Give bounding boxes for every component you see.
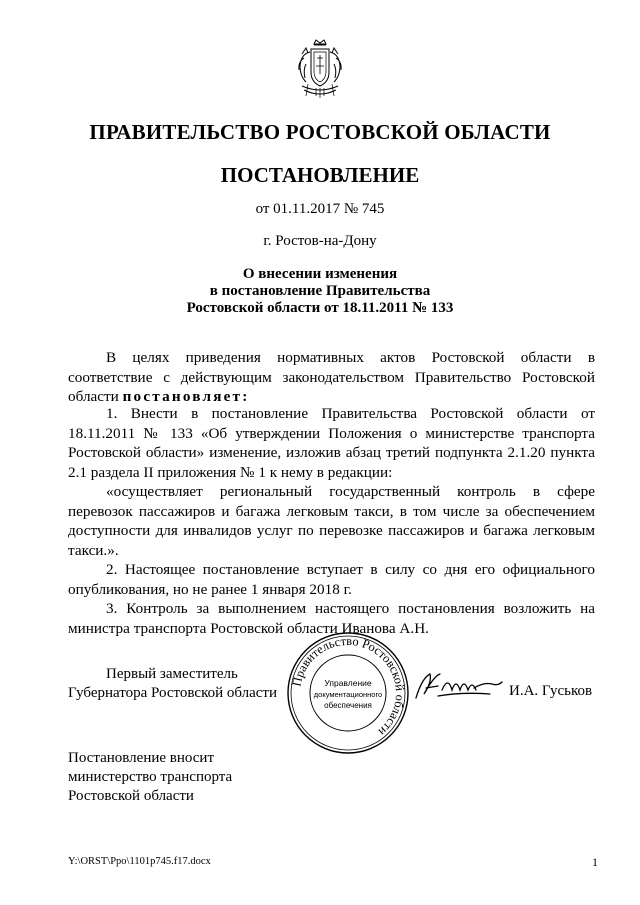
handwritten-signature xyxy=(412,668,504,704)
document-date-number: от 01.11.2017 № 745 xyxy=(255,201,385,217)
note-line: Ростовской области xyxy=(68,788,194,804)
seal-ring-text: Правительство Ростовской области xyxy=(289,633,408,739)
note-line: министерство транспорта xyxy=(68,769,233,785)
point-3: 3. Контроль за выполнением настоящего постановления возложить на министра транспорта Ростовской области Иванова А.Н. xyxy=(68,600,595,637)
note-line: Постановление вносит xyxy=(68,750,215,766)
seal-center-line: документационного xyxy=(313,690,383,699)
page-number: 1 xyxy=(592,855,598,869)
document-city: г. Ростов-на-Дону xyxy=(263,233,377,249)
signatory-name: И.А. Гуськов xyxy=(509,683,593,699)
preamble-text: В целях приведения нормативных актов Ростовской области в соответствие с действующим законодательством Правительство Ростовской области xyxy=(68,349,595,405)
subject-line: О внесении изменения xyxy=(242,266,398,282)
official-stamp xyxy=(285,630,411,756)
position-line: Губернатора Ростовской области xyxy=(68,685,278,701)
subject-line: в постановление Правительства xyxy=(209,283,431,299)
organization-title: ПРАВИТЕЛЬСТВО РОСТОВСКОЙ ОБЛАСТИ xyxy=(89,120,551,144)
resolves-keyword: постановляет xyxy=(122,388,243,405)
footer-file-path: Y:\ORST\Ppo\1101p745.f17.docx xyxy=(68,856,211,867)
point-2: 2. Настоящее постановление вступает в силу со дня его официального опубликования, но не ранее 1 января 2018 г. xyxy=(68,561,595,598)
subject-line: Ростовской области от 18.11.2011 № 133 xyxy=(186,300,454,316)
resolves-colon: : xyxy=(242,388,250,405)
point-1: 1. Внести в постановление Правительства Ростовской области от 18.11.2011 № 133 «Об утверждении Положения о министерстве транспорта Ростовской области» изменение, изложив абзац третий подпункта 2.1.20 пункта 2.1 раздела II приложения № 1 к нему в редакции: xyxy=(68,405,595,481)
resolution-points xyxy=(68,404,595,638)
seal-center-line: обеспечения xyxy=(324,701,372,710)
position-line: Первый заместитель xyxy=(106,666,238,682)
coat-of-arms-icon xyxy=(294,38,346,100)
submitted-by-note xyxy=(68,749,232,806)
document-kind: ПОСТАНОВЛЕНИЕ xyxy=(220,163,420,187)
preamble xyxy=(68,348,595,407)
document-subject xyxy=(0,266,640,317)
point-1-quote: «осуществляет региональный государственный контроль в сфере перевозок пассажиров и багажа легковым такси, в том числе за обеспечением доступности для инвалидов услуг по перевозке пассажиров и багажа легковым такси.». xyxy=(68,483,595,559)
signatory-position xyxy=(68,665,277,703)
seal-center-line: Управление xyxy=(324,678,372,688)
